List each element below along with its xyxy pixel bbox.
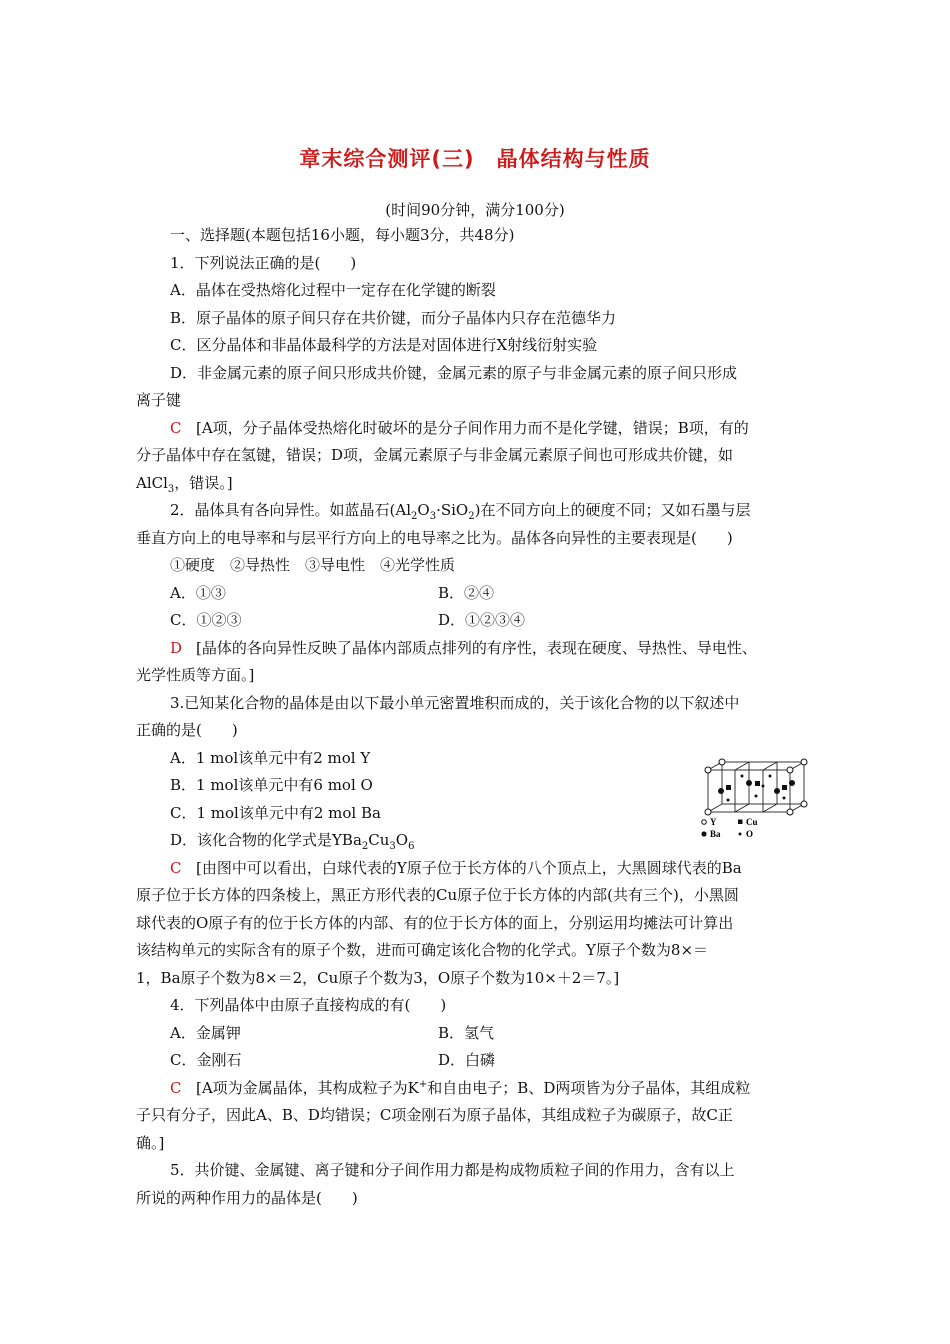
q2-options-cd — [170, 606, 816, 634]
q3-option-a: A．1 mol该单元中有2 mol Y — [170, 749, 371, 767]
q3-explanation-2: 原子位于长方体的四条棱上，黑正方形代表的Cu原子位于长方体的内部(共有三个)，小黑圆 — [136, 886, 739, 904]
q3-stem: 3.已知某化合物的晶体是由以下最小单元密置堆积而成的，关于该化合物的以下叙述中 — [170, 694, 740, 712]
q5-stem-cont: 所说的两种作用力的晶体是( ) — [136, 1189, 358, 1207]
crystal-unit-cell-figure — [696, 752, 818, 838]
legend-ba: Ba — [710, 829, 721, 838]
q3-stem-cont: 正确的是( ) — [136, 721, 238, 739]
q4-option-a: A．金属钾 — [170, 1024, 241, 1042]
q2-explanation: D [晶体的各向异性反映了晶体内部质点排列的有序性，表现在硬度、导热性、导电性、 — [170, 634, 816, 662]
q1-explanation-end: AlCl$_3$，错误。] — [136, 474, 233, 495]
q2-answer: D — [170, 639, 183, 657]
legend-cu: Cu — [746, 817, 758, 827]
q3-explanation-5: 1，Ba原子个数为8×＝2，Cu原子个数为3，O原子个数为10×＋2＝7。] — [136, 969, 620, 987]
q2-options-ab — [170, 579, 816, 607]
q4-explanation: C [A项为金属晶体，其构成粒子为K+和自由电子；B、D两项皆为分子晶体，其组成粒 — [170, 1074, 816, 1102]
q4-options-ab — [170, 1019, 816, 1047]
time-score-note: (时间90分钟，满分100分) — [385, 201, 565, 219]
q2-option-a: A．①③ — [170, 584, 226, 602]
q5-stem: 5．共价键、金属键、离子键和分子间作用力都是构成物质粒子间的作用力，含有以上 — [170, 1161, 735, 1179]
q1-explanation: C [A项，分子晶体受热熔化时破坏的是分子间作用力而不是化学键，错误；B项，有的 — [170, 414, 816, 442]
q4-stem: 4．下列晶体中由原子直接构成的有( ) — [170, 996, 447, 1014]
q3-explanation-4: 该结构单元的实际含有的原子个数，进而可确定该化合物的化学式。Y原子个数为8×＝ — [136, 941, 709, 959]
q2-option-d: D．①②③④ — [438, 611, 526, 629]
page-title: 章末综合测评(三) 晶体结构与性质 — [299, 147, 651, 171]
q1-option-b: B．原子晶体的原子间只存在共价键，而分子晶体内只存在范德华力 — [170, 309, 617, 327]
q3-explanation: C [由图中可以看出，白球代表的Y原子位于长方体的八个顶点上，大黑圆球代表的Ba — [170, 854, 816, 882]
legend-y: Y — [710, 817, 717, 827]
q4-explanation-2: 子只有分子，因此A、B、D均错误；C项金刚石为原子晶体，其组成粒子为碳原子，故C正 — [136, 1106, 733, 1124]
q1-option-a: A．晶体在受热熔化过程中一定存在化学键的断裂 — [170, 281, 496, 299]
q3-answer: C — [170, 859, 182, 877]
q1-option-d-cont: 离子键 — [136, 391, 182, 409]
section-heading: 一、选择题(本题包括16小题，每小题3分，共48分) — [170, 226, 515, 244]
q4-option-c: C．金刚石 — [170, 1051, 242, 1069]
q1-stem: 1．下列说法正确的是( ) — [170, 254, 357, 272]
q1-option-d: D．非金属元素的原子间只形成共价键，金属元素的原子与非金属元素的原子间只形成 — [170, 364, 738, 382]
q3-option-b: B．1 mol该单元中有6 mol O — [170, 776, 373, 794]
q4-options-cd — [170, 1046, 816, 1074]
q3-explanation-3: 球代表的O原子有的位于长方体的内部、有的位于长方体的面上，分别运用均摊法可计算出 — [136, 914, 734, 932]
q1-option-c: C．区分晶体和非晶体最科学的方法是对固体进行X射线衍射实验 — [170, 336, 598, 354]
q4-explanation-3: 确。] — [136, 1134, 165, 1152]
q4-answer: C — [170, 1079, 182, 1097]
q2-explanation-cont: 光学性质等方面。] — [136, 666, 255, 684]
q2-option-c: C．①②③ — [170, 611, 242, 629]
q3-option-c: C．1 mol该单元中有2 mol Ba — [170, 804, 381, 822]
q1-explanation-cont: 分子晶体中存在氢键，错误；D项，金属元素原子与非金属元素原子间也可形成共价键，如 — [136, 446, 734, 464]
q2-properties: ①硬度 ②导热性 ③导电性 ④光学性质 — [170, 556, 456, 574]
q2-option-b: B．②④ — [438, 584, 495, 602]
q2-stem-cont: 垂直方向上的电导率和与层平行方向上的电导率之比为。晶体各向异性的主要表现是( ) — [136, 529, 733, 547]
q4-option-d: D．白磷 — [438, 1051, 496, 1069]
q3-option-d: D．该化合物的化学式是$YBa_2Cu_3O_6$ — [170, 831, 415, 852]
legend-o: O — [746, 829, 754, 838]
q4-option-b: B．氢气 — [438, 1024, 495, 1042]
q2-stem: 2．晶体具有各向异性。如蓝晶石$(Al_2O_3\cdot SiO_2)$在不同方向上的硬度不同；又如石墨与层 — [170, 501, 751, 522]
q1-answer: C — [170, 419, 182, 437]
